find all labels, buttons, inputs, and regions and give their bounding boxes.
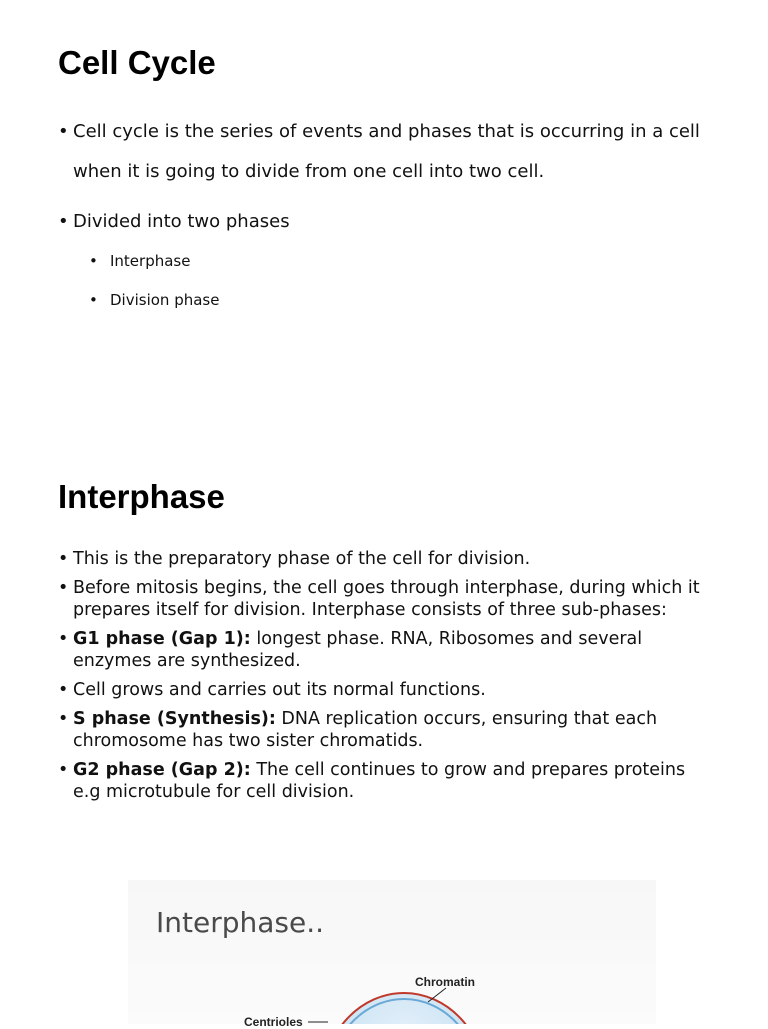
bullet-item <box>58 548 718 570</box>
bullet-item-s <box>58 708 718 752</box>
slide-interphase-diagram <box>0 880 768 1029</box>
slide-title: Interphase <box>58 478 225 515</box>
bullet-bold: G2 phase (Gap 2): <box>73 760 251 780</box>
bullet-bold: G1 phase (Gap 1): <box>73 629 251 649</box>
bullet-item: • Divided into two phases <box>58 210 718 234</box>
bullet-text: Before mitosis begins, the cell goes through interphase, during which it prepares itself for division. Interphase consists of three sub-phases: <box>73 578 700 620</box>
slide-cell-cycle <box>0 0 768 440</box>
image-title: Interphase.. <box>156 906 325 939</box>
bullet-item <box>58 679 718 701</box>
bullet-bold: S phase (Synthesis): <box>73 709 276 729</box>
bullet-text: DNA replication occurs, ensuring that each chromosome has two sister chromatids. <box>73 709 658 751</box>
slide-interphase <box>0 440 768 880</box>
bullet-text: This is the preparatory phase of the cell for division. <box>73 549 531 569</box>
label-centrioles: Centrioles <box>244 1015 303 1029</box>
bullet-item <box>58 577 718 621</box>
bullet-text: Cell grows and carries out its normal functions. <box>73 680 486 700</box>
slide-title: Cell Cycle <box>58 44 216 81</box>
bullet-item: • Cell cycle is the series of events and phases that is occurring in a cell when it is going to divide from one cell into two cell. <box>58 112 718 192</box>
sub-bullet-item: • Division phase <box>58 288 718 312</box>
interphase-cell-image <box>128 880 656 1029</box>
bullet-item-g1 <box>58 628 718 672</box>
bullet-list <box>58 118 718 312</box>
bullet-text: longest phase. RNA, Ribosomes and several enzymes are synthesized. <box>73 629 643 671</box>
bullet-list <box>58 548 718 810</box>
cell-illustration <box>128 880 656 1024</box>
cell-membrane <box>322 993 486 1024</box>
bullet-text: The cell continues to grow and prepares proteins e.g microtubule for cell division. <box>73 760 686 802</box>
bullet-item-g2 <box>58 759 718 803</box>
label-chromatin: Chromatin <box>415 975 475 989</box>
sub-bullet-item: • Interphase <box>58 249 718 273</box>
